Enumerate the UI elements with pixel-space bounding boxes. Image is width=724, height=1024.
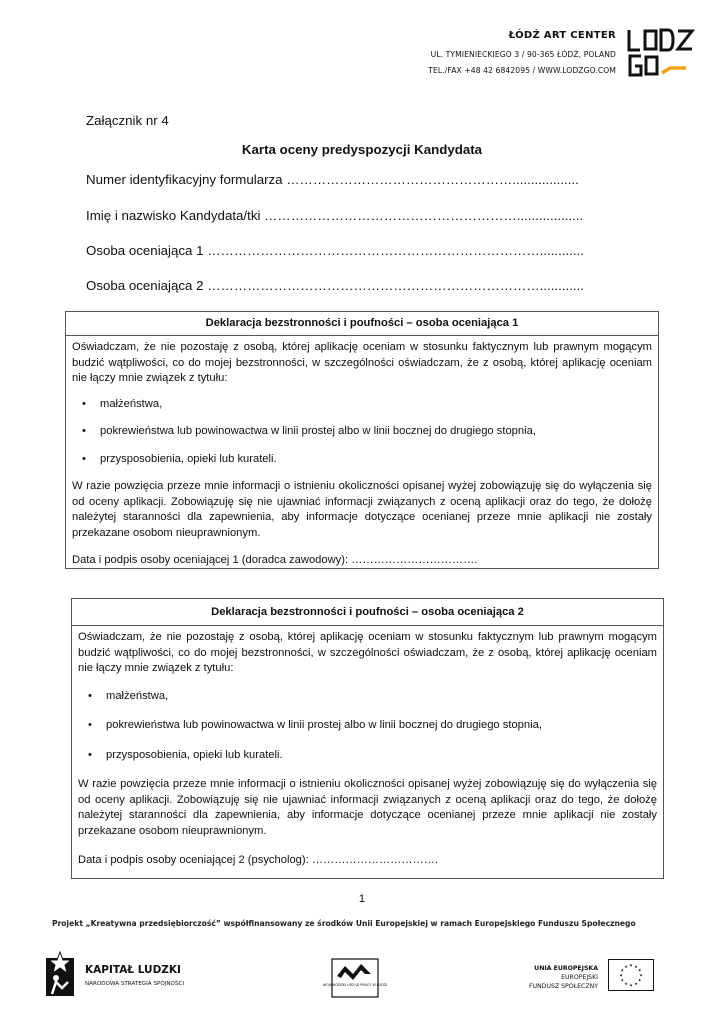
declaration-1-commitment: W razie powzięcia przeze mnie informacji o istnieniu okoliczności opisanej wyżej zobowiązuję się do wyłączenia się od oceny aplikacji. Zobowiązuję się nie ujawniać informacji związanych z oceną aplikacji oraz do tego, że dołożę należytej staranności dla zapewnienia, aby informacje dotyczące ocenianej przeze mnie aplikacji nie zostały przekazane osobom nieuprawnionym.	[72, 480, 652, 539]
eu-star-icon: ★	[634, 981, 638, 987]
declaration-1-intro: Oświadczam, że nie pozostaję z osobą, której aplikację oceniam w stosunku faktycznym lub prawnym mogącym budzić wątpliwości, co do mojej bezstronności, w szczególności oświadczam, że z osobą, której aplikację oceniam nie łączy mnie związek z tytułu:	[72, 341, 652, 384]
eu-star-icon: ★	[624, 981, 628, 987]
bullet-icon: •	[82, 425, 86, 437]
list-item: • małżeństwa,	[82, 397, 652, 413]
wup-lodz-logo-icon	[322, 958, 388, 998]
logo-accent-dash	[662, 68, 686, 73]
bullet-icon: •	[88, 748, 92, 761]
attachment-label: Załącznik nr 4	[86, 113, 169, 128]
eu-star-icon: ★	[634, 963, 638, 969]
evaluator-2-field: Osoba oceniająca 2 …………………………………………………………………............	[86, 278, 584, 293]
bullet-icon: •	[82, 452, 86, 465]
bullet-icon: •	[82, 397, 86, 410]
declaration-1-title: Deklaracja bezstronności i poufności – osoba oceniająca 1	[66, 312, 658, 336]
eu-star-icon: ★	[637, 977, 642, 983]
eu-star-icon: ★	[637, 967, 642, 973]
lodz-go-logo-text: LODZ GO	[626, 78, 631, 79]
eu-star-icon: ★	[620, 977, 625, 983]
eu-star-icon: ★	[620, 967, 625, 973]
list-item: • pokrewieństwa lub powinowactwa w linii prostej albo w linii bocznej do drugiego stopnia,	[88, 718, 657, 734]
declaration-box-1	[65, 311, 659, 569]
form-id-field: Numer identyfikacyjny formularza ……………………………………………..................	[86, 172, 579, 187]
list-item: • pokrewieństwa lub powinowactwa w linii prostej albo w linii bocznej do drugiego stopnia,	[82, 424, 652, 440]
candidate-name-field: Imię i nazwisko Kandydata/tki …………………………………………………..................	[86, 208, 584, 223]
wup-logo-text: WOJEWÓDZKI URZĄD PRACY W ŁODZI	[322, 983, 388, 987]
declaration-1-signature: Data i podpis osoby oceniającej 1 (doradca zawodowy): …………………………….	[72, 554, 478, 566]
project-funding-note: Projekt „Kreatywna przedsiębiorczość” współfinansowany ze środków Unii Europejskiej w ramach Europejskiego Funduszu Społecznego	[52, 919, 636, 928]
kapital-ludzki-logo-icon	[44, 952, 78, 998]
bullet-icon: •	[88, 719, 92, 731]
org-address-block	[428, 30, 616, 75]
org-name: ŁÓDŹ ART CENTER	[508, 30, 616, 41]
declaration-2-body	[72, 626, 663, 869]
eu-line-3: FUNDUSZ SPOŁECZNY	[528, 983, 598, 990]
org-address: UL. TYMIENIECKIEGO 3 / 90-365 ŁÓDŹ, POLAND	[430, 50, 616, 59]
eu-star-icon: ★	[629, 962, 633, 968]
kapital-ludzki-subtitle: NARODOWA STRATEGIA SPÓJNOŚCI	[85, 981, 185, 987]
declaration-2-list	[88, 689, 657, 764]
eu-star-icon: ★	[619, 972, 623, 978]
eu-star-icon: ★	[624, 963, 628, 969]
eu-line-2: EUROPEJSKI	[561, 974, 598, 981]
lodz-go-logo	[626, 28, 696, 80]
eu-label	[529, 964, 598, 991]
evaluator-1-field: Osoba oceniająca 1 …………………………………………………………………............	[86, 243, 584, 258]
declaration-1-list	[82, 397, 652, 468]
declaration-box-2	[71, 598, 664, 879]
eu-star-icon: ★	[639, 972, 643, 978]
page-number: 1	[358, 893, 366, 905]
list-item: • małżeństwa,	[88, 689, 657, 705]
list-item: • przysposobienia, opieki lub kurateli.	[88, 748, 657, 764]
declaration-2-intro: Oświadczam, że nie pozostaję z osobą, której aplikację oceniam w stosunku faktycznym lub prawnym mogącym budzić wątpliwości, co do mojej bezstronności, w szczególności oświadczam, że z osobą, której aplikację oceniam nie łączy mnie związek z tytułu:	[78, 631, 657, 674]
declaration-2-commitment: W razie powzięcia przeze mnie informacji o istnieniu okoliczności opisanej wyżej zobowiązuję się do wyłączenia się od oceny aplikacji. Zobowiązuję się nie ujawniać informacji związanych z oceną aplikacji oraz do tego, że dołożę należytej staranności dla zapewnienia, aby informacje dotyczące ocenianej przeze mnie aplikacji nie zostały przekazane osobom nieuprawnionym.	[78, 778, 657, 837]
eu-star-icon: ★	[629, 982, 633, 988]
eu-flag-icon	[608, 959, 654, 991]
bullet-icon: •	[88, 689, 92, 702]
declaration-2-signature: Data i podpis osoby oceniającej 2 (psycholog): …………………………….	[78, 854, 438, 866]
declaration-2-title: Deklaracja bezstronności i poufności – osoba oceniająca 2	[72, 599, 663, 626]
kapital-ludzki-title: KAPITAŁ LUDZKI	[85, 964, 181, 976]
eu-line-1: UNIA EUROPEJSKA	[534, 965, 598, 972]
declaration-1-body	[66, 336, 658, 569]
org-contact: TEL./FAX +48 42 6842095 / WWW.LODZGO.COM	[428, 66, 616, 75]
page-title: Karta oceny predyspozycji Kandydata	[241, 142, 483, 157]
list-item: • przysposobienia, opieki lub kurateli.	[82, 452, 652, 468]
